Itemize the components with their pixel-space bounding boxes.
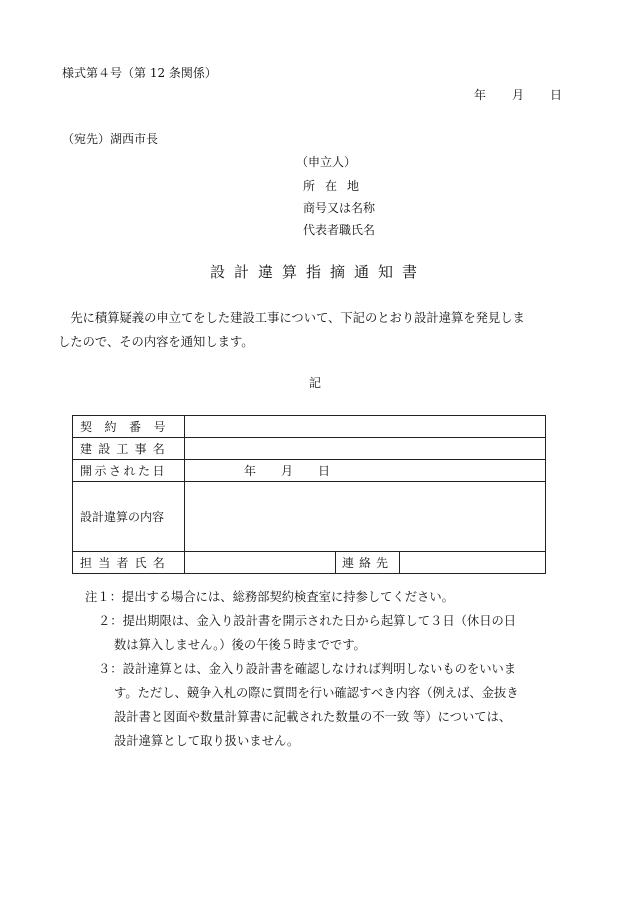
person-label: 担当者氏名 bbox=[73, 552, 185, 574]
disclosed-date-label: 開示された日 bbox=[73, 460, 185, 482]
disclosed-date-value bbox=[185, 460, 546, 482]
notice-table bbox=[72, 415, 546, 574]
table-row-person bbox=[73, 552, 546, 574]
date-month: 月 bbox=[512, 88, 525, 102]
date-year: 年 bbox=[474, 88, 487, 102]
note-1: 注１：提出する場合には、総務部契約検査室に持参してください。 bbox=[85, 590, 454, 604]
applicant-representative-label: 代表者職氏名 bbox=[303, 223, 376, 237]
note-3-line-3: 設計書と図面や数量計算書に記載された数量の不一致 等）については、 bbox=[114, 710, 512, 724]
disclosed-month: 月 bbox=[281, 464, 294, 478]
note-3-line-4: 設計違算として取り扱いません。 bbox=[114, 734, 300, 748]
disclosed-day: 日 bbox=[318, 464, 331, 478]
addressee: （宛先）湖西市長 bbox=[62, 132, 159, 146]
date-day: 日 bbox=[550, 88, 563, 102]
person-value bbox=[185, 552, 336, 574]
applicant-name-label: 商号又は名称 bbox=[303, 201, 376, 215]
intro-line-1 bbox=[58, 306, 588, 330]
disclosed-year: 年 bbox=[244, 464, 257, 478]
intro-paragraph bbox=[58, 306, 588, 354]
note-3-line-2: す。ただし、競争入札の際に質問を行い確認すべき内容（例えば、金抜き bbox=[114, 686, 519, 700]
applicant-heading: （申立人） bbox=[296, 155, 357, 169]
table-row-content bbox=[73, 482, 546, 552]
ki-heading: 記 bbox=[308, 376, 321, 390]
contact-label: 連絡先 bbox=[336, 552, 400, 574]
applicant-address-label: 所在地 bbox=[303, 179, 370, 193]
intro-line-1-text: 先に積算疑義の申立てをした建設工事について、下記のとおり設計違算を発見しま bbox=[70, 311, 525, 325]
date-line bbox=[474, 86, 562, 103]
content-value bbox=[185, 482, 546, 552]
table-row-contract-number bbox=[73, 416, 546, 438]
form-number: 様式第４号（第 12 条関係） bbox=[62, 66, 217, 80]
document-title: 設計違算指摘通知書 bbox=[209, 263, 426, 281]
content-label: 設計違算の内容 bbox=[73, 482, 185, 552]
contact-value bbox=[400, 552, 546, 574]
table-row-construction-name bbox=[73, 438, 546, 460]
contract-number-label: 契約番号 bbox=[73, 416, 185, 438]
note-2-line-2: 数は算入しません。）後の午後５時までです。 bbox=[114, 638, 366, 652]
construction-name-label: 建設工事名 bbox=[73, 438, 185, 460]
notes bbox=[85, 585, 519, 753]
construction-name-value bbox=[185, 438, 546, 460]
intro-line-2: したので、その内容を通知します。 bbox=[58, 335, 254, 349]
note-3-line-1: ３：設計違算とは、金入り設計書を確認しなければ判明しないものをいいま bbox=[98, 662, 517, 676]
table-row-disclosed-date bbox=[73, 460, 546, 482]
contract-number-value bbox=[185, 416, 546, 438]
note-2-line-1: ２：提出期限は、金入り設計書を開示された日から起算して３日（休日の日 bbox=[98, 614, 517, 628]
